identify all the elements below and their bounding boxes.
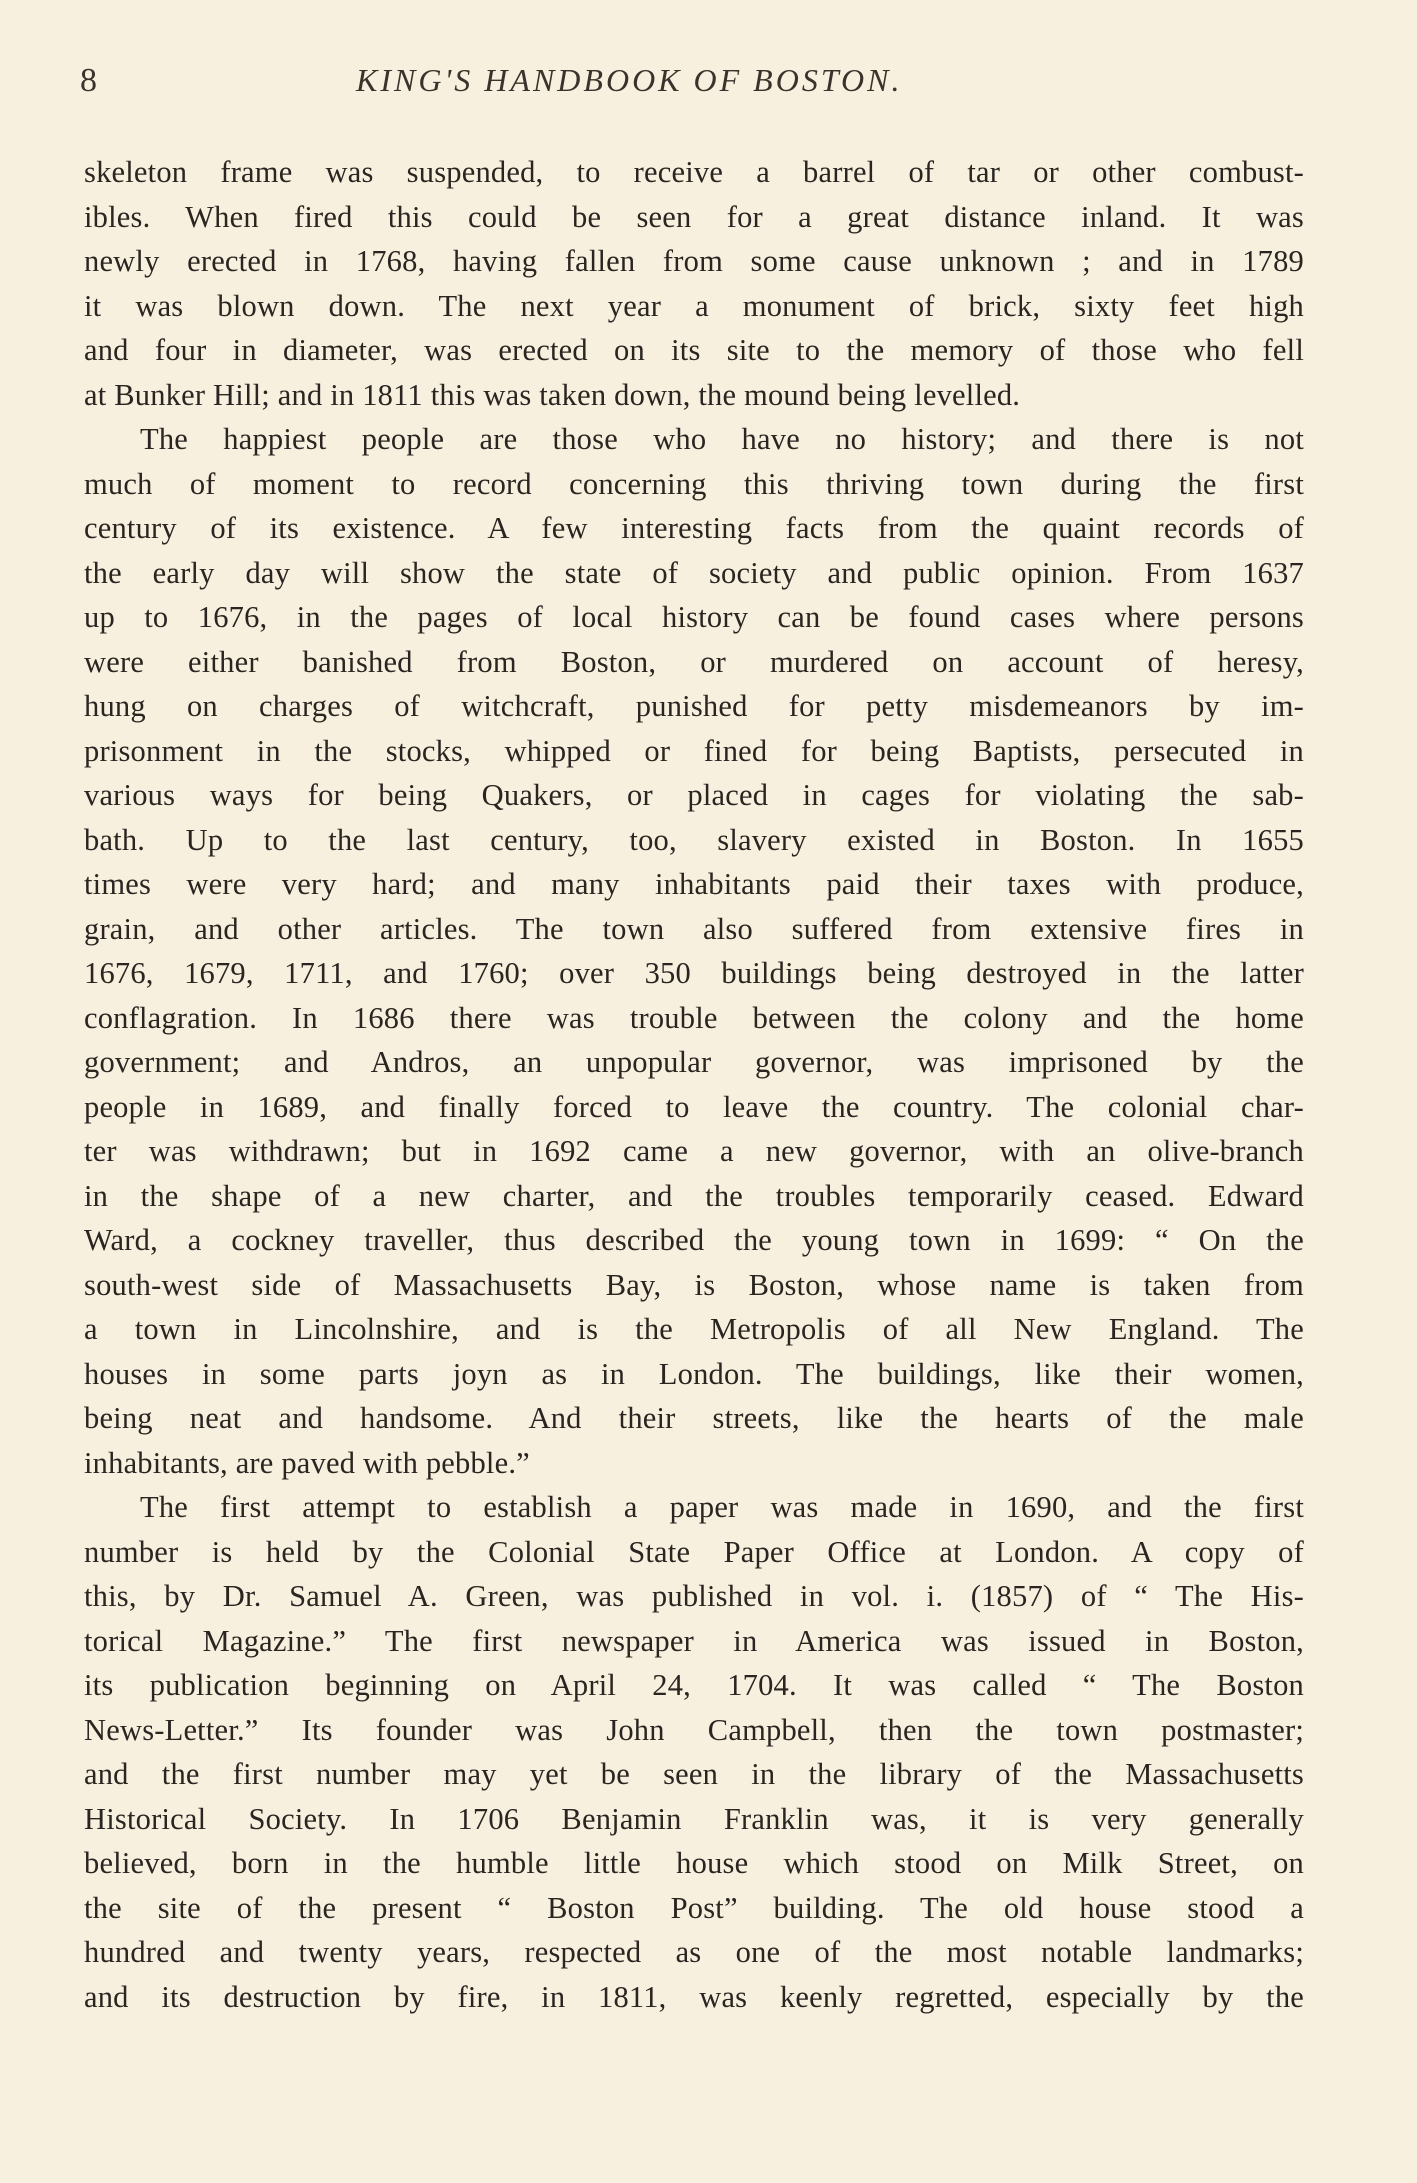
text-line: The happiest people are those who have no history; and there is not bbox=[140, 422, 1304, 456]
text-line: hundred and twenty years, respected as one of the most notable landmarks; bbox=[84, 1935, 1304, 1969]
text-line: its publication beginning on April 24, 1704. It was called “ The Boston bbox=[84, 1668, 1304, 1702]
text-line: hung on charges of witchcraft, punished for petty misdemeanors by im- bbox=[84, 689, 1304, 723]
text-line: inhabitants, are paved with pebble.” bbox=[84, 1445, 530, 1480]
text-line: and its destruction by fire, in 1811, was keenly regretted, especially by the bbox=[84, 1979, 1304, 2014]
text-line: the site of the present “ Boston Post” building. The old house stood a bbox=[84, 1890, 1304, 1925]
text-line: ter was withdrawn; but in 1692 came a new governor, with an olive-branch bbox=[84, 1134, 1304, 1168]
text-line: Ward, a cockney traveller, thus described the young town in 1699: “ On the bbox=[84, 1223, 1304, 1257]
text-line: this, by Dr. Samuel A. Green, was published in vol. i. (1857) of “ The His- bbox=[84, 1579, 1304, 1613]
text-line: in the shape of a new charter, and the troubles temporarily ceased. Edward bbox=[84, 1178, 1304, 1213]
running-title: KING'S HANDBOOK OF BOSTON. bbox=[356, 62, 903, 98]
text-line: being neat and handsome. And their streets, like the hearts of the male bbox=[84, 1401, 1304, 1435]
text-line: much of moment to record concerning this thriving town during the first bbox=[84, 466, 1304, 501]
text-line: were either banished from Boston, or murdered on account of heresy, bbox=[84, 644, 1304, 679]
text-line: south-west side of Massachusetts Bay, is Boston, whose name is taken from bbox=[84, 1267, 1304, 1302]
text-line: the early day will show the state of society and public opinion. From 1637 bbox=[84, 555, 1304, 590]
text-line: News-Letter.” Its founder was John Campbell, then the town postmaster; bbox=[84, 1712, 1304, 1747]
text-line: prisonment in the stocks, whipped or fined for being Baptists, persecuted in bbox=[84, 733, 1304, 768]
text-line: times were very hard; and many inhabitants paid their taxes with produce, bbox=[84, 867, 1304, 901]
text-line: at Bunker Hill; and in 1811 this was taken down, the mound being levelled. bbox=[84, 377, 1021, 412]
text-line: up to 1676, in the pages of local history can be found cases where persons bbox=[84, 600, 1304, 634]
paragraph bbox=[84, 150, 1304, 417]
text-line: and the first number may yet be seen in the library of the Massachusetts bbox=[84, 1757, 1304, 1791]
paragraph bbox=[84, 417, 1304, 1485]
text-line: believed, born in the humble little house which stood on Milk Street, on bbox=[84, 1846, 1304, 1880]
text-line: 1676, 1679, 1711, and 1760; over 350 buildings being destroyed in the latter bbox=[84, 956, 1304, 990]
text-line: torical Magazine.” The first newspaper in America was issued in Boston, bbox=[84, 1623, 1304, 1658]
text-line: Historical Society. In 1706 Benjamin Franklin was, it is very generally bbox=[84, 1801, 1304, 1836]
text-line: skeleton frame was suspended, to receive a barrel of tar or other combust- bbox=[84, 155, 1304, 189]
text-line: people in 1689, and finally forced to leave the country. The colonial char- bbox=[84, 1089, 1304, 1124]
running-head bbox=[80, 62, 1320, 112]
text-line: conflagration. In 1686 there was trouble between the colony and the home bbox=[84, 1000, 1304, 1035]
text-line: bath. Up to the last century, too, slavery existed in Boston. In 1655 bbox=[84, 822, 1304, 857]
text-line: it was blown down. The next year a monument of brick, sixty feet high bbox=[84, 288, 1304, 323]
text-line: various ways for being Quakers, or placed in cages for violating the sab- bbox=[84, 778, 1304, 812]
text-line: The first attempt to establish a paper was made in 1690, and the first bbox=[140, 1490, 1304, 1524]
text-line: grain, and other articles. The town also suffered from extensive fires in bbox=[84, 911, 1304, 946]
text-line: houses in some parts joyn as in London. The buildings, like their women, bbox=[84, 1356, 1304, 1391]
text-line: newly erected in 1768, having fallen from some cause unknown ; and in 1789 bbox=[84, 244, 1304, 278]
paragraph bbox=[84, 1485, 1304, 2019]
text-line: century of its existence. A few interesting facts from the quaint records of bbox=[84, 511, 1304, 545]
page-number: 8 bbox=[80, 62, 97, 99]
text-line: ibles. When fired this could be seen for a great distance inland. It was bbox=[84, 199, 1304, 234]
text-line: government; and Andros, an unpopular governor, was imprisoned by the bbox=[84, 1045, 1304, 1079]
text-line: number is held by the Colonial State Paper Office at London. A copy of bbox=[84, 1534, 1304, 1569]
body-text bbox=[84, 150, 1304, 2019]
text-line: and four in diameter, was erected on its site to the memory of those who fell bbox=[84, 333, 1304, 367]
text-line: a town in Lincolnshire, and is the Metropolis of all New England. The bbox=[84, 1312, 1304, 1346]
